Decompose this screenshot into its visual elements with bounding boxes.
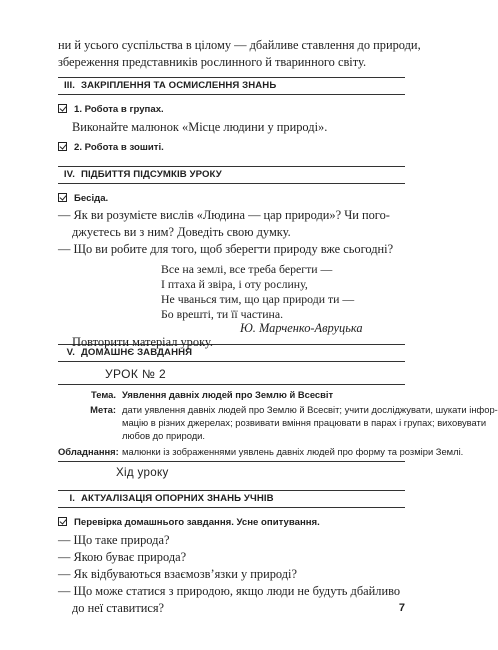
poem-line: Бо врешті, ти її частина.: [161, 307, 284, 321]
page-number: 7: [398, 602, 405, 614]
question-continued: до неї ставитися?: [72, 601, 165, 615]
goal-line: любов до природи.: [122, 430, 206, 441]
divider: [58, 384, 405, 385]
section-number: III.: [63, 80, 75, 91]
intro-line-2: збереження представників рослинного й тваринного світу.: [58, 55, 367, 69]
lesson-goal: [58, 403, 498, 416]
goal-line: мацію в різних джерелах; розвивати вміння працювати в парах і групах; виховувати: [122, 417, 487, 428]
task-heading: Перевірка домашнього завдання. Усне опитування.: [58, 516, 320, 530]
poem-line: Все на землі, все треба берегти —: [161, 262, 333, 276]
checkbox-icon: [58, 142, 67, 151]
task-text: Виконайте малюнок «Місце людини у природі».: [72, 120, 328, 134]
intro-line-1: ни й усього суспільства в цілому — дбайливе ставлення до природи,: [58, 38, 421, 52]
section-title: ЗАКРІПЛЕННЯ ТА ОСМИСЛЕННЯ ЗНАНЬ: [81, 80, 277, 91]
lesson-equipment: [58, 445, 464, 458]
question: — Як відбуваються взаємозв’язки у природі?: [58, 567, 297, 581]
section-header-1: [58, 490, 405, 508]
question: — Що таке природа?: [58, 533, 170, 547]
section-header-3: [58, 77, 405, 95]
task-heading: 2. Робота в зошиті.: [58, 141, 164, 155]
question: — Що ви робите для того, щоб зберегти природу вже сьогодні?: [58, 242, 394, 256]
question-continued: джуєтесь ви з ним? Доведіть свою думку.: [72, 225, 291, 239]
theme-value: Уявлення давніх людей про Землю й Всесвіт: [122, 389, 334, 400]
lesson-theme: [58, 388, 405, 401]
homework-text: Повторити матеріал уроку.: [72, 335, 213, 349]
task-heading: Бесіда.: [58, 192, 108, 206]
theme-label: Тема.: [91, 389, 116, 400]
course-heading: Хід уроку: [116, 466, 169, 479]
equipment-label: Обладнання:: [58, 446, 119, 457]
poem-author: Ю. Марченко-Авруцька: [240, 321, 363, 335]
equipment-value: малюнки із зображеннями уявлень давніх людей про форму та розміри Землі.: [122, 446, 464, 457]
lesson-goal-cont: [58, 416, 487, 429]
poem-line: І птаха й звіра, і оту рослину,: [161, 277, 308, 291]
question: — Якою буває природа?: [58, 550, 187, 564]
section-number: IV.: [63, 169, 75, 180]
goal-line: дати уявлення давніх людей про Землю й Всесвіт; учити досліджувати, шукати інфор-: [122, 404, 498, 415]
section-header-4: [58, 166, 405, 184]
lesson-title: УРОК № 2: [105, 367, 167, 381]
checkbox-icon: [58, 193, 67, 202]
section-title: ДОМАШНЄ ЗАВДАННЯ: [81, 347, 193, 358]
task-heading: 1. Робота в групах.: [58, 103, 164, 117]
section-title: АКТУАЛІЗАЦІЯ ОПОРНИХ ЗНАНЬ УЧНІВ: [81, 493, 274, 504]
section-number: I.: [69, 493, 75, 504]
checkbox-icon: [58, 104, 67, 113]
section-number: V.: [66, 347, 75, 358]
section-title: ПІДБИТТЯ ПІДСУМКІВ УРОКУ: [81, 169, 222, 180]
goal-label: Мета:: [90, 404, 116, 415]
question: — Що може статися з природою, якщо люди не будуть дбайливо: [58, 584, 401, 598]
divider: [58, 461, 405, 462]
poem-line: Не чванься тим, що цар природи ти —: [161, 292, 355, 306]
question: — Як ви розумієте вислів «Людина — цар природи»? Чи пого-: [58, 208, 390, 222]
checkbox-icon: [58, 517, 67, 526]
lesson-goal-cont: [58, 429, 405, 442]
